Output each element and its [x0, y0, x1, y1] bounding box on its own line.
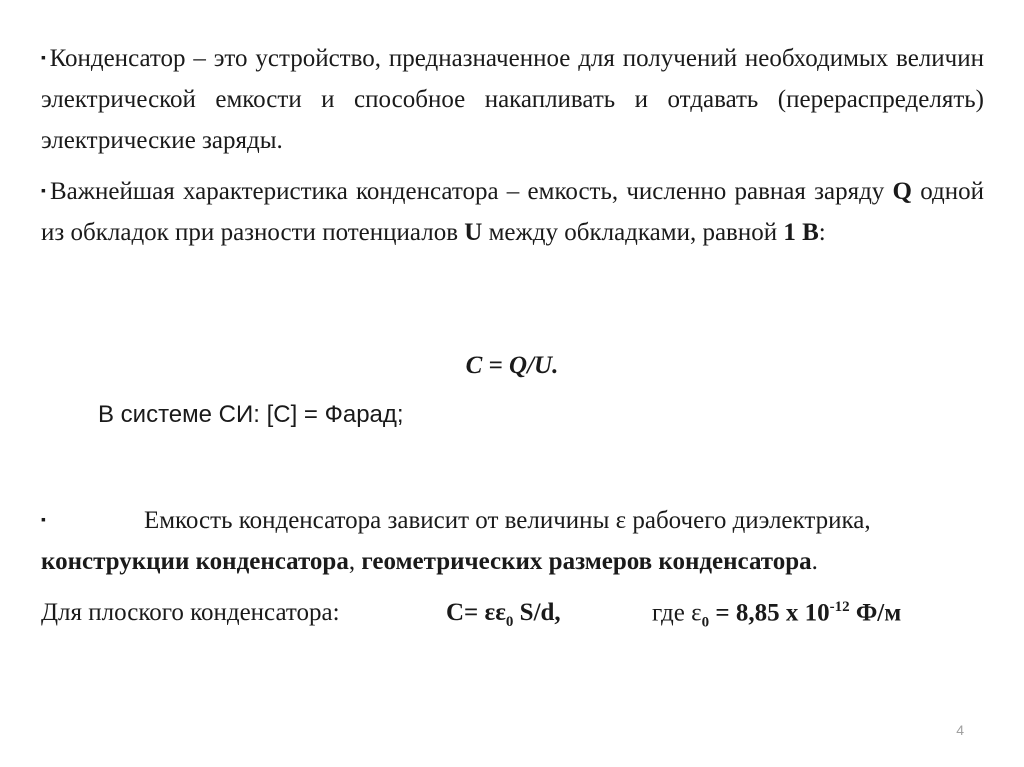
paragraph-capacitor-definition	[41, 38, 984, 161]
paragraph-text: Важнейшая характеристика конденсатора – емкость, численно равная заряду	[49, 178, 893, 205]
paragraph-text: Конденсатор – это устройство, предназначенное для получений необходимых величин электрической емкости и способное накапливать и отдавать (перераспределять) электрические заряды.	[41, 45, 984, 154]
si-unit-line: В системе СИ: [C] = Фарад;	[98, 401, 404, 428]
paragraph-text: Емкость конденсатора зависит от величины ε рабочего диэлектрика,	[143, 507, 871, 534]
bold-text: конструкции конденсатора	[41, 548, 349, 575]
page-number: 4	[956, 722, 964, 738]
charge-symbol: Q	[892, 178, 912, 205]
paragraph-text: между обкладками, равной	[482, 219, 784, 246]
flat-capacitor-caption: Для плоского конденсатора:	[41, 599, 340, 626]
paragraph-text: одной из обкладок при разности потенциалов	[41, 178, 984, 246]
paragraph-text: ,	[348, 548, 362, 575]
bullet-icon: ▪	[41, 184, 48, 199]
bullet-icon: ▪	[41, 51, 48, 66]
paragraph-dependencies	[41, 500, 984, 582]
flat-capacitor-formula: $C= \varepsilon\varepsilon_0$ S/d,	[446, 599, 561, 630]
permittivity-constant: где $\varepsilon_0 = 8,85$ х $10^{-12}$ Ф/м	[652, 599, 902, 631]
capacitance-formula: C = Q/U.	[465, 352, 559, 379]
bullet-icon: ▪	[41, 513, 46, 528]
paragraph-text: :	[818, 219, 826, 246]
unit-volt: 1 В	[783, 219, 819, 246]
paragraph-capacitance	[41, 171, 984, 253]
paragraph-text: .	[811, 548, 818, 575]
bold-text: геометрических размеров конденсатора	[361, 548, 812, 575]
voltage-symbol: U	[464, 219, 483, 246]
